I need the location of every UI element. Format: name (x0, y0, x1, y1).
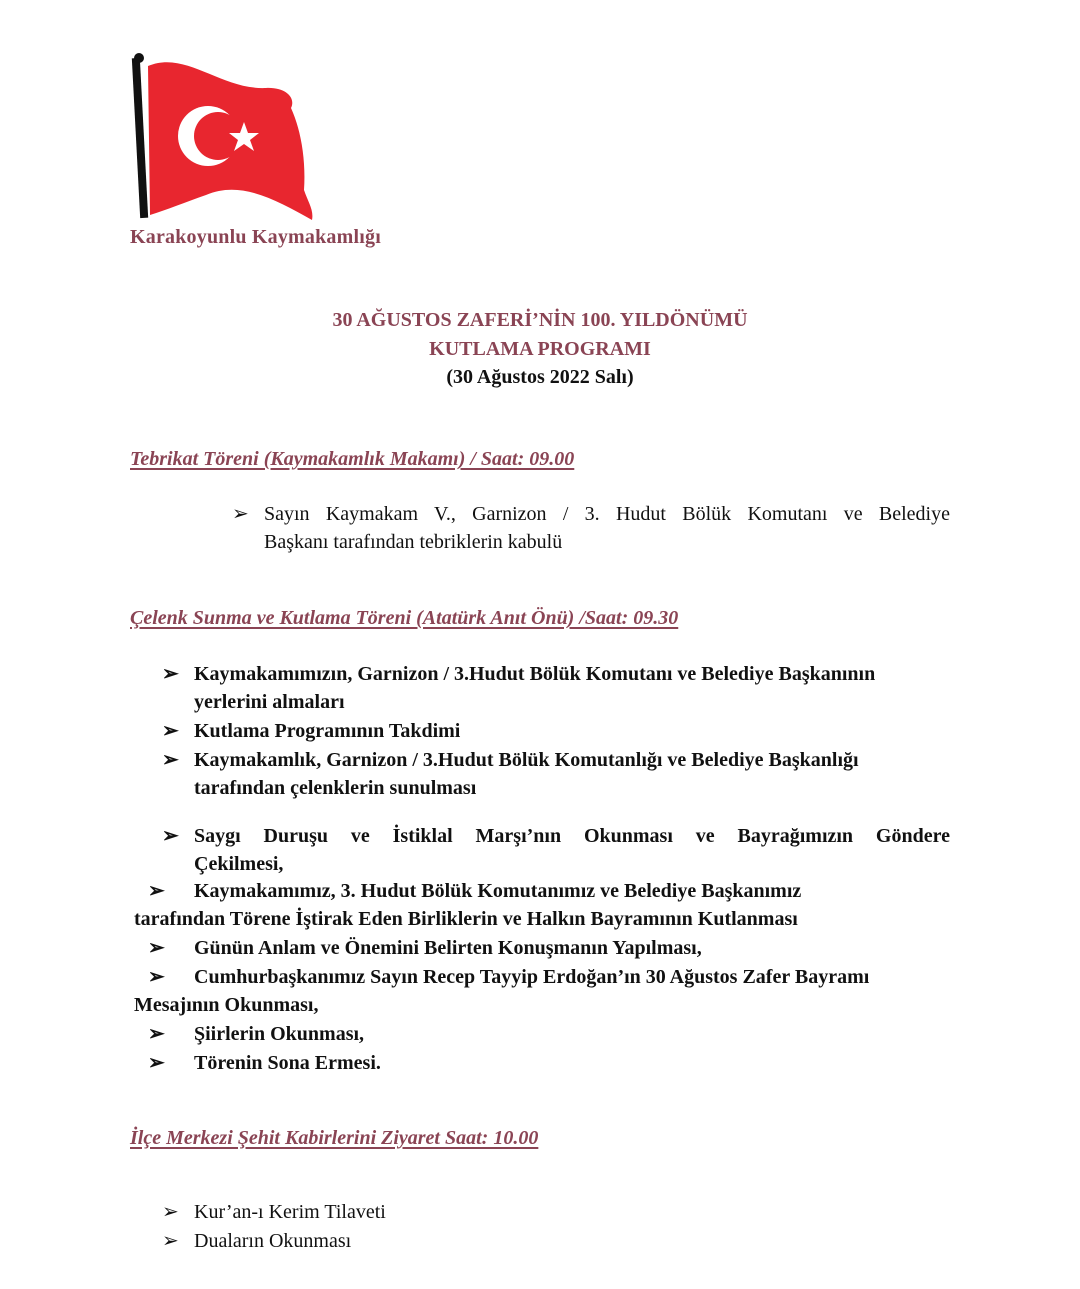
bullet-arrow-icon: ➢ (162, 1201, 179, 1223)
list-item: tarafından Törene İştirak Eden Birliklerin ve Halkın Bayramının Kutlanması (134, 908, 798, 930)
list-item: Günün Anlam ve Önemini Belirten Konuşmanın Yapılması, (194, 937, 702, 959)
section-heading-celenk: Çelenk Sunma ve Kutlama Töreni (Atatürk Anıt Önü) /Saat: 09.30 (130, 607, 679, 629)
program-subtitle: KUTLAMA PROGRAMI (429, 338, 651, 360)
bullet-arrow-icon: ➢ (148, 1023, 165, 1045)
list-item: Başkanı tarafından tebriklerin kabulü (264, 531, 563, 553)
bullet-arrow-icon: ➢ (148, 937, 165, 959)
list-item: Kaymakamımızın, Garnizon / 3.Hudut Bölük Komutanı ve Belediye Başkanının (194, 663, 876, 685)
list-item: Kaymakamımız, 3. Hudut Bölük Komutanımız ve Belediye Başkanımız (194, 880, 802, 902)
list-item: yerlerini almaları (194, 691, 345, 713)
program-title: 30 AĞUSTOS ZAFERİ’NİN 100. YILDÖNÜMÜ (332, 309, 748, 331)
bullet-arrow-icon: ➢ (148, 880, 165, 902)
list-item: Törenin Sona Ermesi. (194, 1052, 381, 1074)
program-date: (30 Ağustos 2022 Salı) (446, 366, 634, 388)
bullet-arrow-icon: ➢ (162, 825, 179, 847)
list-item: Kur’an-ı Kerim Tilaveti (194, 1201, 386, 1223)
organization-name: Karakoyunlu Kaymakamlığı (130, 226, 381, 248)
bullet-arrow-icon: ➢ (148, 966, 165, 988)
list-item: Duaların Okunması (194, 1230, 352, 1252)
list-item: Mesajının Okunması, (134, 994, 319, 1016)
bullet-arrow-icon: ➢ (148, 1052, 165, 1074)
bullet-arrow-icon: ➢ (162, 749, 179, 771)
bullet-arrow-icon: ➢ (162, 1230, 179, 1252)
list-item: Çekilmesi, (194, 853, 284, 875)
bullet-arrow-icon: ➢ (162, 720, 179, 742)
list-item: Saygı Duruşu ve İstiklal Marşı’nın Okunması ve Bayrağımızın Göndere (194, 825, 950, 847)
list-item: Kaymakamlık, Garnizon / 3.Hudut Bölük Komutanlığı ve Belediye Başkanlığı (194, 749, 859, 771)
list-item: Kutlama Programının Takdimi (194, 720, 461, 742)
list-item: Cumhurbaşkanımız Sayın Recep Tayyip Erdoğan’ın 30 Ağustos Zafer Bayramı (194, 966, 870, 988)
list-item: tarafından çelenklerin sunulması (194, 777, 477, 799)
list-item: Sayın Kaymakam V., Garnizon / 3. Hudut Bölük Komutanı ve Belediye (264, 503, 950, 525)
list-item: Şiirlerin Okunması, (194, 1023, 365, 1045)
section-heading-tebrikat: Tebrikat Töreni (Kaymakamlık Makamı) / Saat: 09.00 (130, 448, 575, 470)
turkish-flag-logo (126, 50, 326, 225)
bullet-arrow-icon: ➢ (232, 503, 249, 525)
bullet-arrow-icon: ➢ (162, 663, 179, 685)
section-heading-sehit-ziyaret: İlçe Merkezi Şehit Kabirlerini Ziyaret Saat: 10.00 (130, 1127, 539, 1149)
